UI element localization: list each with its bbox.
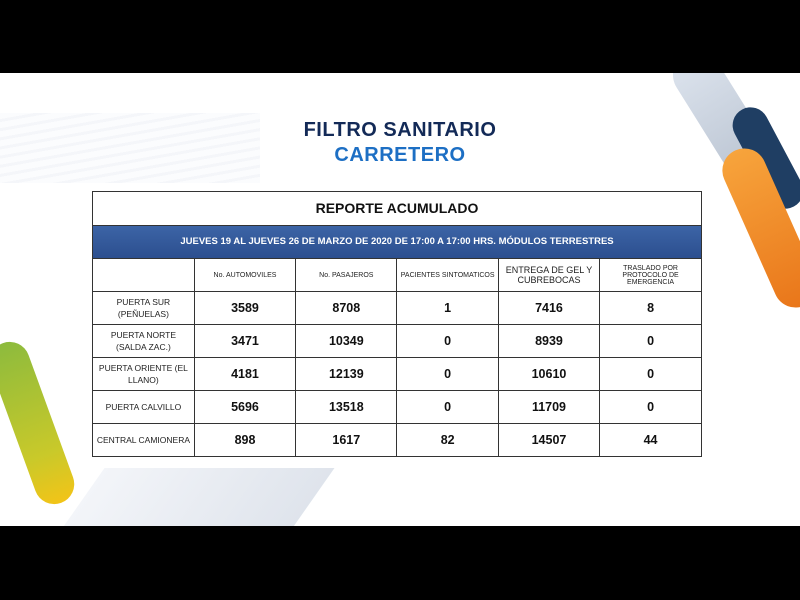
table-row [93,358,701,391]
report-date-range: JUEVES 19 AL JUEVES 26 DE MARZO DE 2020 DE 17:00 A 17:00 HRS. MÓDULOS TERRESTRES [93,226,701,259]
column-header-traslado: TRASLADO POR PROTOCOLO DE EMERGENCIA [600,259,701,292]
table-row [93,391,701,424]
cell-traslado: 0 [600,391,701,424]
table-header-row [93,259,701,292]
cell-traslado: 0 [600,358,701,391]
page-subtitle: CARRETERO [334,144,466,166]
report-table-container [92,191,702,457]
cell-automoviles: 3589 [194,292,295,325]
cell-traslado: 8 [600,292,701,325]
cell-gel-cubrebocas: 14507 [498,424,599,457]
cell-gel-cubrebocas: 7416 [498,292,599,325]
cell-pacientes: 0 [397,391,498,424]
cell-pasajeros: 1617 [296,424,397,457]
cell-automoviles: 5696 [194,391,295,424]
column-header-gel-cubrebocas: ENTREGA DE GEL Y CUBREBOCAS [498,259,599,292]
cell-pasajeros: 10349 [296,325,397,358]
cell-automoviles: 4181 [194,358,295,391]
cell-gel-cubrebocas: 8939 [498,325,599,358]
cell-automoviles: 3471 [194,325,295,358]
row-label: PUERTA SUR (PEÑUELAS) [93,292,194,325]
cell-traslado: 0 [600,325,701,358]
column-header-automoviles: No. AUTOMOVILES [194,259,295,292]
table-row [93,325,701,358]
row-label: CENTRAL CAMIONERA [93,424,194,457]
row-label: PUERTA CALVILLO [93,391,194,424]
report-table [93,259,701,456]
decorative-stripe-green [0,336,80,509]
decorative-stripe-grey-bottom [55,468,334,526]
cell-pasajeros: 8708 [296,292,397,325]
slide [0,73,800,526]
cell-pacientes: 0 [397,325,498,358]
row-label: PUERTA NORTE (SALDA ZAC.) [93,325,194,358]
cell-pacientes: 0 [397,358,498,391]
cell-automoviles: 898 [194,424,295,457]
cell-gel-cubrebocas: 11709 [498,391,599,424]
column-header-pasajeros: No. PASAJEROS [296,259,397,292]
table-row [93,292,701,325]
cell-traslado: 44 [600,424,701,457]
cell-pacientes: 82 [397,424,498,457]
report-header: REPORTE ACUMULADO [93,192,701,226]
cell-pasajeros: 13518 [296,391,397,424]
cell-pasajeros: 12139 [296,358,397,391]
cell-gel-cubrebocas: 10610 [498,358,599,391]
column-header-empty [93,259,194,292]
page-title: FILTRO SANITARIO [303,119,497,141]
cell-pacientes: 1 [397,292,498,325]
table-row [93,424,701,457]
column-header-pacientes: PACIENTES SINTOMATICOS [397,259,498,292]
row-label: PUERTA ORIENTE (EL LLANO) [93,358,194,391]
